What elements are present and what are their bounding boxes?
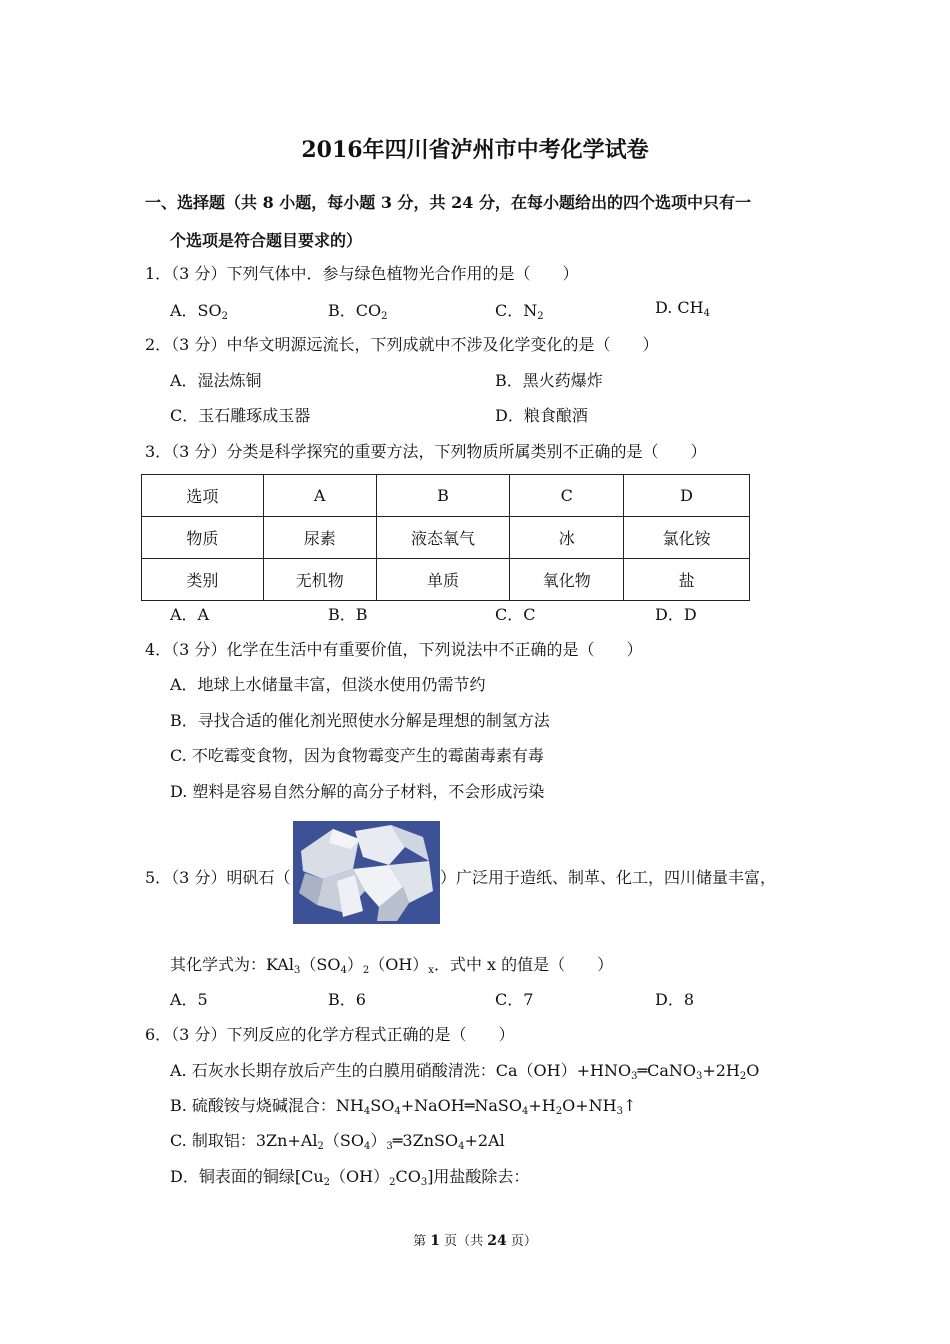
table-cell: 氯化铵 [624, 517, 750, 559]
table-cell: A [263, 475, 376, 517]
alum-stone-image [293, 821, 440, 924]
table-cell: D [624, 475, 750, 517]
question-5-formula-line: 其化学式为：$KAl_3(SO_4)_2(OH)_x$．式中 x 的值是（ ） [170, 955, 614, 976]
table-row [142, 517, 750, 559]
question-3-option-b: B．B [328, 605, 368, 624]
question-3-option-c: C．C [495, 605, 536, 624]
question-6-option-b: B. 硫酸铵与烧碱混合：$NH_4SO_4+NaOH═NaSO_4+H_2O+NH_3↑$ [170, 1096, 637, 1117]
question-4-option-c: C. 不吃霉变食物，因为食物霉变产生的霉菌毒素有毒 [170, 746, 544, 765]
question-1-stem: 1．（3 分）下列气体中．参与绿色植物光合作用的是（ ） [145, 264, 579, 283]
question-2-option-d: D．粮食酿酒 [495, 406, 588, 425]
question-5-option-d: D．8 [655, 990, 695, 1009]
alum-stone-photo [293, 821, 440, 924]
table-cell: C [510, 475, 624, 517]
question-3-option-d: D．D [655, 605, 697, 624]
question-1-option-d: D. $CH_4$ [655, 298, 710, 319]
question-1-option-b: B．$CO_2$ [328, 301, 388, 322]
question-2-option-a: A．湿法炼铜 [170, 371, 262, 390]
page-title: 2016年四川省泸州市中考化学试卷 [301, 137, 649, 163]
table-cell: 液态氧气 [376, 517, 510, 559]
page-footer: 第 1 页（共 24 页） [413, 1233, 537, 1249]
table-row [142, 559, 750, 601]
table-cell: 无机物 [263, 559, 376, 601]
question-3-option-a: A．A [170, 605, 210, 624]
question-5-option-b: B．6 [328, 990, 366, 1009]
section-heading-line2: 个选项是符合题目要求的） [170, 231, 363, 250]
table-cell: 单质 [376, 559, 510, 601]
table-cell: 尿素 [263, 517, 376, 559]
question-6-option-a: A. 石灰水长期存放后产生的白膜用硝酸清洗：$Ca(OH)+HNO_3═CaNO_3+2H_2O$ [170, 1061, 760, 1082]
table-cell: 冰 [510, 517, 624, 559]
question-5-stem-post: ）广泛用于造纸、制革、化工，四川储量丰富， [440, 868, 777, 887]
table-cell: 氧化物 [510, 559, 624, 601]
table-cell: 选项 [142, 475, 264, 517]
question-4-stem: 4．（3 分）化学在生活中有重要价值，下列说法中不正确的是（ ） [145, 640, 643, 659]
question-4-option-b: B．寻找合适的催化剂光照使水分解是理想的制氢方法 [170, 711, 550, 730]
question-6-stem: 6．（3 分）下列反应的化学方程式正确的是（ ） [145, 1025, 515, 1044]
question-1-option-a: A．$SO_2$ [170, 301, 229, 322]
table-cell: 物质 [142, 517, 264, 559]
section-heading-line1: 一、选择题（共 8 小题，每小题 3 分，共 24 分，在每小题给出的四个选项中只有一 [145, 193, 751, 212]
question-6-option-c: C. 制取铝：$3Zn+Al_2(SO_4)_3═3ZnSO_4+2Al$ [170, 1131, 505, 1152]
question-5-stem-pre: 5．（3 分）明矾石（ [145, 868, 291, 887]
question-5-option-a: A．5 [170, 990, 208, 1009]
question-2-option-b: B．黑火药爆炸 [495, 371, 603, 390]
question-4-option-d: D. 塑料是容易自然分解的高分子材料，不会形成污染 [170, 782, 545, 801]
question-2-stem: 2．（3 分）中华文明源远流长，下列成就中不涉及化学变化的是（ ） [145, 335, 659, 354]
table-cell: 类别 [142, 559, 264, 601]
question-3-stem: 3．（3 分）分类是科学探究的重要方法，下列物质所属类别不正确的是（ ） [145, 442, 707, 461]
question-1-option-c: C．$N_2$ [495, 301, 544, 322]
question-2-option-c: C．玉石雕琢成玉器 [170, 406, 311, 425]
table-row [142, 475, 750, 517]
question-6-option-d: D．铜表面的铜绿$[Cu_2(OH)_2CO_3]$用盐酸除去： [170, 1167, 530, 1188]
table-cell: 盐 [624, 559, 750, 601]
question-5-option-c: C．7 [495, 990, 534, 1009]
question-4-option-a: A．地球上水储量丰富，但淡水使用仍需节约 [170, 675, 486, 694]
table-cell: B [376, 475, 510, 517]
classification-table [141, 474, 750, 601]
